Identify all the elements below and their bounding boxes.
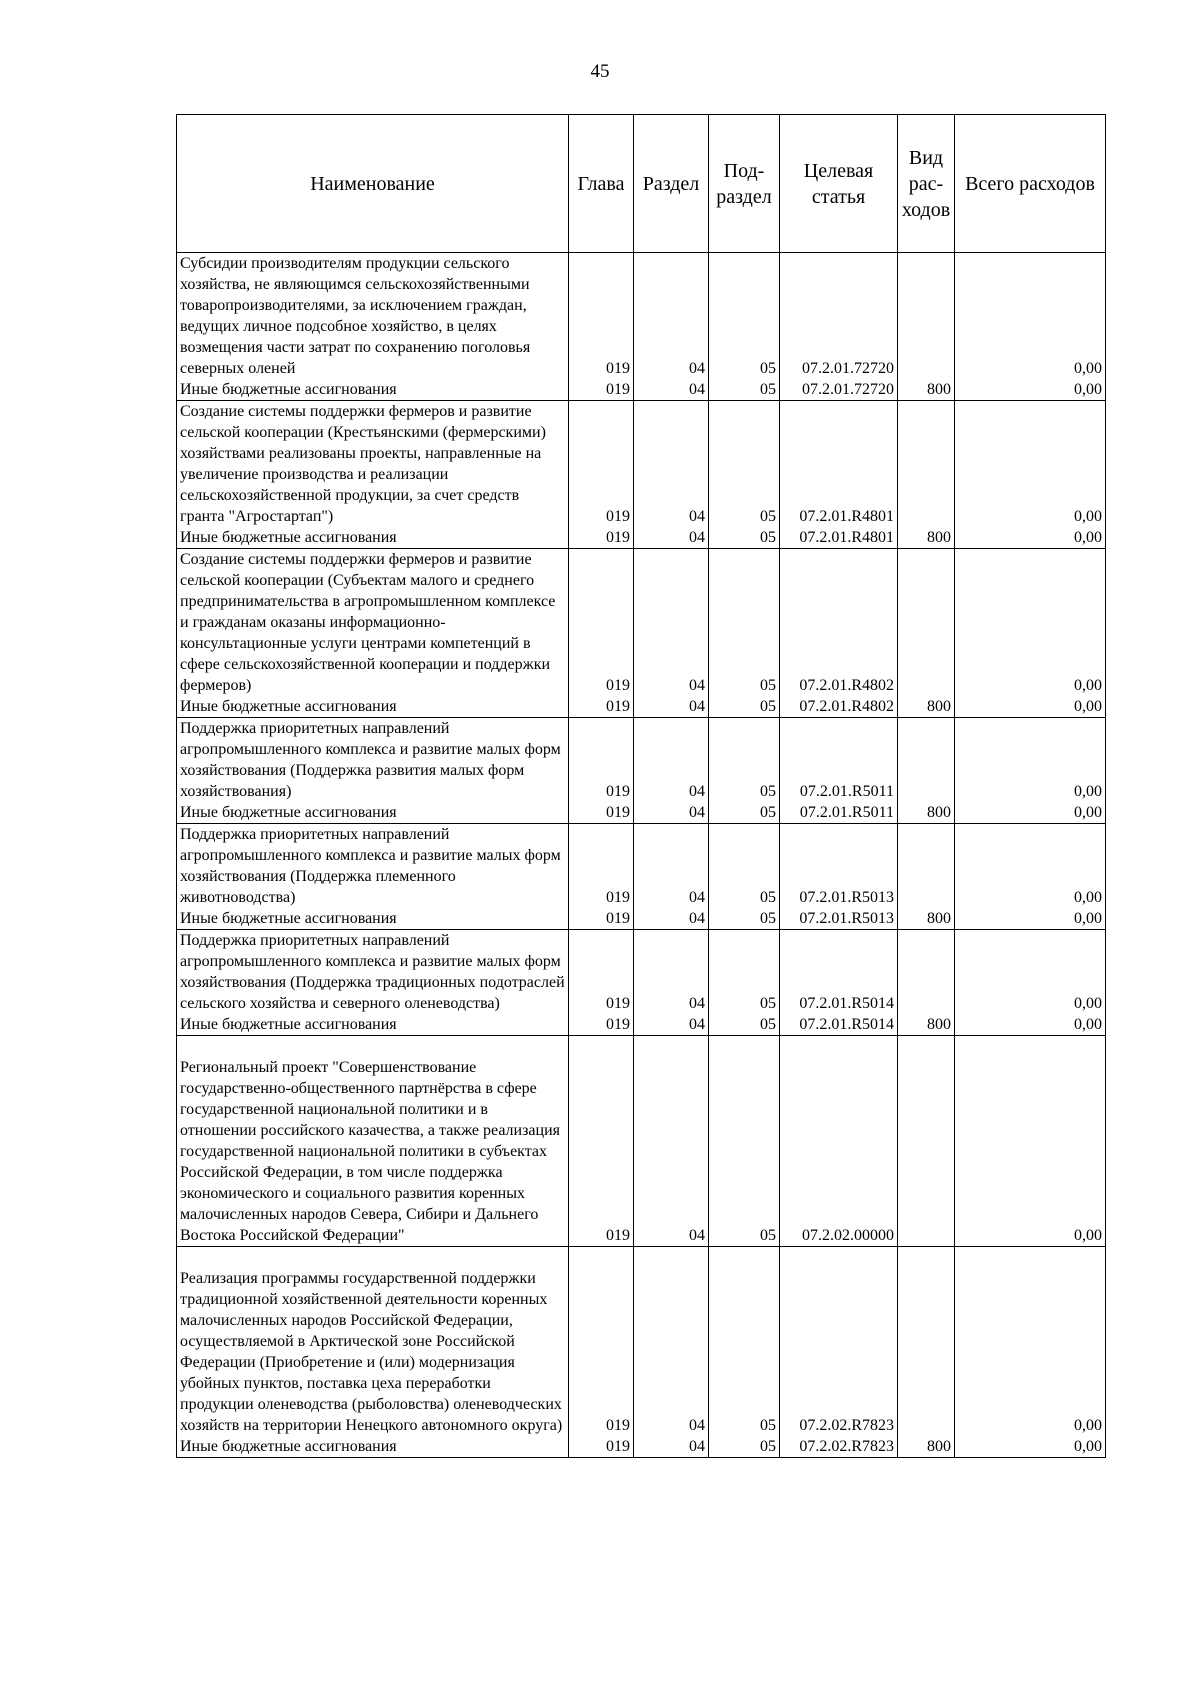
row-chapter: 019 xyxy=(569,379,634,401)
row-kind xyxy=(898,824,955,909)
row-chapter: 019 xyxy=(569,1247,634,1437)
row-name: Субсидии производителям продукции сельского хозяйства, не являющимся сельскохозяйственными товаропроизводителями, за исключением граждан, ведущих личное подсобное хозяйство, в целях возмещения части затрат по сохранению поголовья северных оленей xyxy=(177,253,569,380)
row-total: 0,00 xyxy=(955,1036,1106,1247)
table-row xyxy=(177,1036,1106,1247)
row-chapter: 019 xyxy=(569,401,634,528)
page-number: 45 xyxy=(590,61,610,82)
header-chapter: Глава xyxy=(569,115,634,253)
row-kind: 800 xyxy=(898,1436,955,1458)
row-target: 07.2.01.72720 xyxy=(780,379,898,401)
row-name: Создание системы поддержки фермеров и развитие сельской кооперации (Крестьянскими (фермерскими) хозяйствами реализованы проекты, направленные на увеличение производства и реализации сельскохозяйственной продукции, за счет средств гранта "Агростартап") xyxy=(177,401,569,528)
table-row xyxy=(177,1436,1106,1458)
table-row xyxy=(177,253,1106,380)
row-kind: 800 xyxy=(898,1014,955,1036)
row-target: 07.2.02.R7823 xyxy=(780,1247,898,1437)
row-target: 07.2.01.R4801 xyxy=(780,401,898,528)
row-total: 0,00 xyxy=(955,696,1106,718)
row-section: 04 xyxy=(634,1014,709,1036)
table-row xyxy=(177,527,1106,549)
row-kind: 800 xyxy=(898,696,955,718)
table-row xyxy=(177,1014,1106,1036)
table-row xyxy=(177,802,1106,824)
row-section: 04 xyxy=(634,379,709,401)
row-total: 0,00 xyxy=(955,1014,1106,1036)
row-section: 04 xyxy=(634,824,709,909)
row-subsection: 05 xyxy=(709,802,780,824)
row-name-text: Региональный проект "Совершенствование государственно-общественного партнёрства в сфере государственной национальной политики и в отношении российского казачества, а также реализация государственной национальной политики в субъектах Российской Федерации, в том числе поддержка экономического и социального развития коренных малочисленных народов Севера, Сибири и Дальнего Востока Российской Федерации" xyxy=(180,1059,561,1244)
header-name: Наименование xyxy=(177,115,569,253)
table-row xyxy=(177,824,1106,909)
row-total: 0,00 xyxy=(955,379,1106,401)
row-section: 04 xyxy=(634,1247,709,1437)
row-name-text: Реализация программы государственной поддержки традиционной хозяйственной деятельности коренных малочисленных народов Российской Федерации, осуществляемой в Арктической зоне Российской Федерации (Приобретение и (или) модернизация убойных пунктов, поставка цеха переработки продукции оленеводства (рыболовства) оленеводческих хозяйств на территории Ненецкого автономного округа) xyxy=(180,1270,563,1434)
row-section: 04 xyxy=(634,401,709,528)
row-name: Поддержка приоритетных направлений агропромышленного комплекса и развитие малых форм хозяйствования (Поддержка развития малых форм хозяйствования) xyxy=(177,718,569,803)
row-chapter: 019 xyxy=(569,802,634,824)
row-name: Иные бюджетные ассигнования xyxy=(177,1014,569,1036)
row-total: 0,00 xyxy=(955,718,1106,803)
row-subsection: 05 xyxy=(709,718,780,803)
header-target: Целевая статья xyxy=(780,115,898,253)
row-section: 04 xyxy=(634,253,709,380)
row-subsection: 05 xyxy=(709,527,780,549)
row-chapter: 019 xyxy=(569,718,634,803)
row-target: 07.2.02.00000 xyxy=(780,1036,898,1247)
row-target: 07.2.01.R4801 xyxy=(780,527,898,549)
row-subsection: 05 xyxy=(709,930,780,1015)
row-target: 07.2.01.R5014 xyxy=(780,930,898,1015)
row-subsection: 05 xyxy=(709,1247,780,1437)
row-name: Иные бюджетные ассигнования xyxy=(177,379,569,401)
header-total: Всего расходов xyxy=(955,115,1106,253)
row-section: 04 xyxy=(634,718,709,803)
row-kind xyxy=(898,253,955,380)
row-name: Иные бюджетные ассигнования xyxy=(177,908,569,930)
row-target: 07.2.02.R7823 xyxy=(780,1436,898,1458)
row-kind: 800 xyxy=(898,802,955,824)
row-subsection: 05 xyxy=(709,549,780,697)
row-name: Иные бюджетные ассигнования xyxy=(177,696,569,718)
row-subsection: 05 xyxy=(709,1014,780,1036)
table-header-row xyxy=(177,115,1106,253)
row-kind xyxy=(898,549,955,697)
row-name xyxy=(177,1247,569,1437)
row-section: 04 xyxy=(634,696,709,718)
table-row xyxy=(177,379,1106,401)
row-total: 0,00 xyxy=(955,1436,1106,1458)
row-name xyxy=(177,1036,569,1247)
row-kind: 800 xyxy=(898,908,955,930)
row-section: 04 xyxy=(634,1036,709,1247)
header-kind: Вид рас-ходов xyxy=(898,115,955,253)
header-subsection: Под-раздел xyxy=(709,115,780,253)
row-chapter: 019 xyxy=(569,696,634,718)
header-section: Раздел xyxy=(634,115,709,253)
row-kind: 800 xyxy=(898,527,955,549)
row-total: 0,00 xyxy=(955,527,1106,549)
row-chapter: 019 xyxy=(569,908,634,930)
row-subsection: 05 xyxy=(709,1436,780,1458)
row-total: 0,00 xyxy=(955,401,1106,528)
budget-table xyxy=(176,114,1106,1458)
row-name: Иные бюджетные ассигнования xyxy=(177,527,569,549)
row-kind xyxy=(898,718,955,803)
row-target: 07.2.01.R5011 xyxy=(780,718,898,803)
row-subsection: 05 xyxy=(709,253,780,380)
row-kind: 800 xyxy=(898,379,955,401)
row-name: Поддержка приоритетных направлений агропромышленного комплекса и развитие малых форм хозяйствования (Поддержка племенного животноводства) xyxy=(177,824,569,909)
row-section: 04 xyxy=(634,930,709,1015)
row-total: 0,00 xyxy=(955,908,1106,930)
row-chapter: 019 xyxy=(569,824,634,909)
row-name: Создание системы поддержки фермеров и развитие сельской кооперации (Субъектам малого и среднего предпринимательства в агропромышленном комплексе и гражданам оказаны информационно-консультационные услуги центрами компетенций в сфере сельскохозяйственной кооперации и поддержки фермеров) xyxy=(177,549,569,697)
row-target: 07.2.01.R5013 xyxy=(780,824,898,909)
row-total: 0,00 xyxy=(955,824,1106,909)
table-row xyxy=(177,718,1106,803)
row-target: 07.2.01.R4802 xyxy=(780,696,898,718)
row-section: 04 xyxy=(634,549,709,697)
row-chapter: 019 xyxy=(569,549,634,697)
row-subsection: 05 xyxy=(709,908,780,930)
table-row xyxy=(177,549,1106,697)
row-total: 0,00 xyxy=(955,930,1106,1015)
table-row xyxy=(177,930,1106,1015)
row-total: 0,00 xyxy=(955,802,1106,824)
row-subsection: 05 xyxy=(709,1036,780,1247)
row-kind xyxy=(898,1247,955,1437)
row-target: 07.2.01.R5011 xyxy=(780,802,898,824)
row-target: 07.2.01.72720 xyxy=(780,253,898,380)
row-section: 04 xyxy=(634,802,709,824)
table-row xyxy=(177,1247,1106,1437)
row-target: 07.2.01.R5013 xyxy=(780,908,898,930)
row-chapter: 019 xyxy=(569,1036,634,1247)
table-row xyxy=(177,908,1106,930)
row-name: Иные бюджетные ассигнования xyxy=(177,802,569,824)
row-chapter: 019 xyxy=(569,1436,634,1458)
row-kind xyxy=(898,1036,955,1247)
row-total: 0,00 xyxy=(955,1247,1106,1437)
row-target: 07.2.01.R4802 xyxy=(780,549,898,697)
row-chapter: 019 xyxy=(569,930,634,1015)
row-kind xyxy=(898,401,955,528)
row-subsection: 05 xyxy=(709,696,780,718)
row-section: 04 xyxy=(634,527,709,549)
row-total: 0,00 xyxy=(955,253,1106,380)
row-kind xyxy=(898,930,955,1015)
row-chapter: 019 xyxy=(569,527,634,549)
row-subsection: 05 xyxy=(709,824,780,909)
row-name: Поддержка приоритетных направлений агропромышленного комплекса и развитие малых форм хозяйствования (Поддержка традиционных подотраслей сельского хозяйства и северного оленеводства) xyxy=(177,930,569,1015)
row-section: 04 xyxy=(634,1436,709,1458)
row-total: 0,00 xyxy=(955,549,1106,697)
row-name: Иные бюджетные ассигнования xyxy=(177,1436,569,1458)
row-target: 07.2.01.R5014 xyxy=(780,1014,898,1036)
table-row xyxy=(177,696,1106,718)
row-subsection: 05 xyxy=(709,401,780,528)
row-section: 04 xyxy=(634,908,709,930)
row-chapter: 019 xyxy=(569,253,634,380)
row-chapter: 019 xyxy=(569,1014,634,1036)
table-row xyxy=(177,401,1106,528)
row-subsection: 05 xyxy=(709,379,780,401)
